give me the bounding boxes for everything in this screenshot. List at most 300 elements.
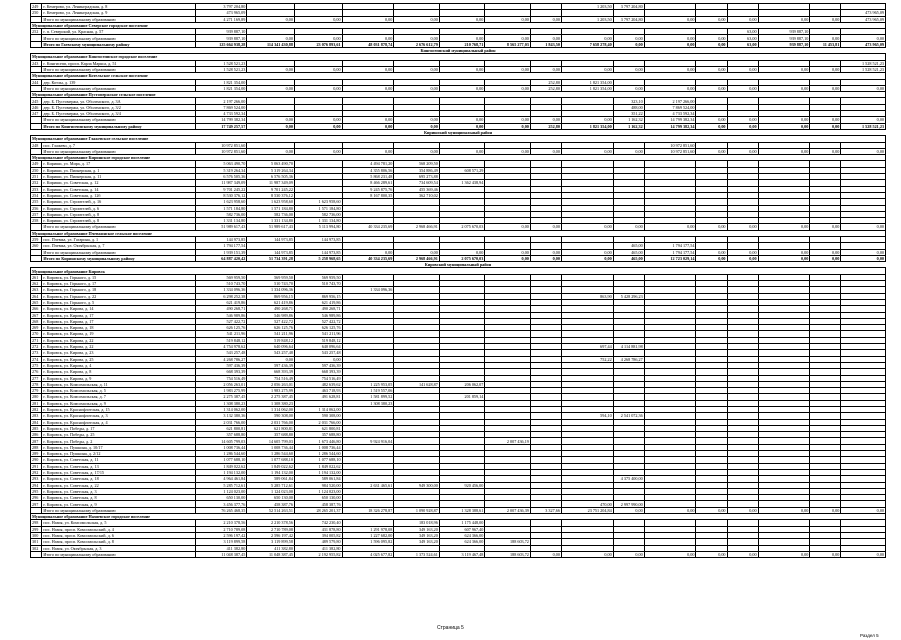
value-cell: 0,00 — [247, 66, 295, 72]
value-cell: 349 163,20 — [394, 526, 440, 532]
address-cell: Итого по муниципальному образованию — [42, 224, 195, 230]
value-cell: 527 422,72 — [195, 318, 247, 324]
value-cell: 0,00 — [613, 66, 644, 72]
row-number-cell: 255 — [31, 199, 42, 205]
row-number-cell: 254 — [31, 192, 42, 198]
value-cell: 1 571 184,80 — [195, 205, 247, 211]
value-cell: 0,00 — [696, 16, 727, 22]
value-cell: 357 688,80 — [294, 432, 342, 438]
value-cell: 2 631 465,61 — [342, 482, 394, 488]
value-cell: 0,00 — [439, 66, 485, 72]
value-cell: 0,00 — [294, 35, 342, 41]
value-cell: 754 516,49 — [247, 375, 295, 381]
address-cell: г. Кировск, ул. Горького, д. 22 — [42, 293, 195, 299]
value-cell: 0,00 — [841, 35, 886, 41]
value-cell: 0,00 — [485, 249, 531, 255]
value-cell: 0,00 — [485, 117, 531, 123]
value-cell: 1 528 521,23 — [195, 66, 247, 72]
address-cell: г. Кировск, ул. Советская, д. 3 — [42, 488, 195, 494]
value-cell: 742 230,40 — [294, 520, 342, 526]
value-cell: 252,80 — [530, 123, 561, 129]
value-cell: 949 300,00 — [394, 482, 440, 488]
value-cell: 0,00 — [342, 123, 394, 129]
value-cell: 18 326 278,87 — [342, 507, 394, 513]
value-cell: 0,00 — [439, 117, 485, 123]
value-cell: 608 571,29 — [439, 167, 485, 173]
value-cell: 2 710 789,08 — [195, 526, 247, 532]
value-cell: 2 275 387,45 — [195, 394, 247, 400]
value-cell: 4 494 781,20 — [342, 161, 394, 167]
value-cell: 0,00 — [294, 123, 342, 129]
address-cell: г. Кировск, ул. Краснофлотская, д. 3 — [42, 413, 195, 419]
value-cell: 0,00 — [342, 35, 394, 41]
value-cell: 0,00 — [485, 16, 531, 22]
row-number-cell: 299 — [31, 526, 42, 532]
value-cell: 1 194 132,00 — [247, 469, 295, 475]
value-cell: 1 227 682,00 — [342, 532, 394, 538]
address-cell: г. Кировск, ул. Советская, д. 13 — [42, 463, 195, 469]
row-number-cell: 290 — [31, 457, 42, 463]
corner-note: Раздел 5 — [860, 633, 879, 638]
value-cell: 51 989 617,43 — [247, 224, 295, 230]
value-cell: 1 162,32 — [613, 117, 644, 123]
row-number-cell: 250 — [31, 167, 42, 173]
value-cell: 1 528 521,23 — [841, 123, 886, 129]
value-cell: 0,00 — [394, 249, 440, 255]
value-cell: 6 576 505,36 — [195, 174, 247, 180]
value-cell: 0,00 — [727, 255, 758, 261]
section-title: Муниципальное образование Пчевжинское сельское поселение — [31, 230, 886, 236]
value-cell: 650 130,00 — [247, 495, 295, 501]
value-cell: 0,00 — [485, 224, 531, 230]
address-cell: пос. Пчевжа, ул. Гагарина, д. 1 — [42, 236, 195, 242]
value-cell: 52 514 263,51 — [247, 507, 295, 513]
value-cell: 2 031 766,00 — [247, 419, 295, 425]
value-cell: 7 869 524,00 — [195, 104, 247, 110]
value-cell: 458 387,76 — [294, 501, 342, 507]
value-cell: 543 257,48 — [247, 350, 295, 356]
value-cell: 0,00 — [294, 117, 342, 123]
value-cell: 17 749 257,57 — [195, 123, 247, 129]
value-cell: 1 362 438,94 — [439, 180, 485, 186]
value-cell: 3 456 377,76 — [195, 501, 247, 507]
value-cell: 0,00 — [810, 507, 841, 513]
value-cell: 4 271 169,89 — [195, 16, 247, 22]
value-cell: 0,00 — [247, 123, 295, 129]
value-cell: 939 887,10 — [195, 29, 247, 35]
address-cell: г. Кировск, ул. Победы, д. 17 — [42, 425, 195, 431]
value-cell: 4 733 592,34 — [195, 111, 247, 117]
address-cell: пос. Пчевжа, ул. Октябрьская, д. 7 — [42, 243, 195, 249]
value-cell: 1 331 134,80 — [195, 218, 247, 224]
value-cell: 51 989 617,43 — [195, 224, 247, 230]
value-cell: 488,00 — [613, 104, 644, 110]
value-cell: 0,00 — [841, 551, 886, 557]
address-cell: г. Кировск, ул. Кирова, д. 18 — [42, 325, 195, 331]
value-cell: 697,44 — [561, 344, 613, 350]
value-cell: 0,00 — [696, 66, 727, 72]
value-cell: 411 382,80 — [247, 545, 295, 551]
value-cell: 1 623 958,60 — [195, 199, 247, 205]
section-title: Муниципальное образование Пустомержское сельское поселение — [31, 92, 886, 98]
document-sheet — [30, 3, 886, 558]
value-cell: 1 331 134,80 — [247, 218, 295, 224]
value-cell: 40 334 235,69 — [342, 255, 394, 261]
value-cell: 1 331 134,80 — [294, 218, 342, 224]
address-cell: дер. Б. Пустомержа, ул. Оболенского, д. 3/2 — [42, 104, 195, 110]
address-cell: г. Кингисепп, просп. Карла Маркса, д. 51 — [42, 60, 195, 66]
value-cell: 0,00 — [810, 16, 841, 22]
value-cell: 2 075 670,03 — [439, 255, 485, 261]
value-cell: 0,00 — [696, 551, 727, 557]
value-cell: 0,00 — [696, 85, 727, 91]
value-cell: 5 258 968,65 — [294, 255, 342, 261]
value-cell: 411 382,80 — [195, 545, 247, 551]
value-cell: 465,00 — [613, 243, 644, 249]
value-cell: 1 308 380,23 — [195, 400, 247, 406]
row-number-cell: 269 — [31, 325, 42, 331]
row-number-cell: 289 — [31, 451, 42, 457]
address-cell: г. Кировск, ул. Кирова, д. 8 — [42, 369, 195, 375]
value-cell: 0,00 — [758, 85, 810, 91]
value-cell: 183 018,96 — [394, 520, 440, 526]
value-cell: 0,00 — [696, 255, 727, 261]
value-cell: 210 768,71 — [439, 41, 485, 47]
value-cell: 349 163,20 — [394, 532, 440, 538]
value-cell: 144 973,85 — [247, 236, 295, 242]
value-cell: 114 341 430,88 — [247, 41, 295, 47]
value-cell: 0,00 — [841, 224, 886, 230]
address-cell: г. Кировск, ул. Кирова, д. 22 — [42, 337, 195, 343]
value-cell: 569 959,50 — [294, 274, 342, 280]
value-cell: 0,00 — [561, 255, 613, 261]
address-cell: г. Кировск, ул. Горького, д. 18 — [42, 287, 195, 293]
value-cell: 5 285 712,61 — [247, 482, 295, 488]
row-number-cell: 296 — [31, 495, 42, 501]
value-cell: 0,00 — [758, 117, 810, 123]
value-cell: 144 973,85 — [294, 249, 342, 255]
value-cell: 0,00 — [530, 148, 561, 154]
value-cell: 0,00 — [727, 16, 758, 22]
value-cell: 0,00 — [485, 255, 531, 261]
value-cell: 3 119 899,58 — [195, 539, 247, 545]
value-cell: 2 275 387,45 — [247, 394, 295, 400]
value-cell: 458 387,76 — [247, 501, 295, 507]
value-cell: 0,00 — [841, 249, 886, 255]
value-cell: 28 265 201,37 — [294, 507, 342, 513]
value-cell: 1 821 354,00 — [195, 85, 247, 91]
value-cell: 2 007 436,39 — [485, 507, 531, 513]
value-cell: 0,00 — [485, 123, 531, 129]
value-cell: 863,90 — [561, 293, 613, 299]
value-cell: 2 676 612,79 — [394, 41, 440, 47]
value-cell: 490 268,71 — [195, 306, 247, 312]
value-cell: 0,00 — [644, 41, 696, 47]
value-cell: 5 063 490,70 — [247, 161, 295, 167]
address-cell: Итого по муниципальному образованию — [42, 507, 195, 513]
row-number-cell: 294 — [31, 482, 42, 488]
value-cell: 470,00 — [561, 501, 613, 507]
value-cell: 0,00 — [727, 551, 758, 557]
row-number-cell: 274 — [31, 356, 42, 362]
value-cell: 1 849 022,62 — [247, 463, 295, 469]
value-cell: 0,00 — [394, 35, 440, 41]
value-cell: 869 956,15 — [247, 293, 295, 299]
value-cell: 0,00 — [758, 255, 810, 261]
row-number-cell: 297 — [31, 501, 42, 507]
value-cell: 0,00 — [727, 249, 758, 255]
value-cell: 527 422,72 — [247, 318, 295, 324]
section-title: Муниципальное образование Котельское сельское поселение — [31, 73, 886, 79]
value-cell: 4 754 978,62 — [195, 344, 247, 350]
row-number-cell: 280 — [31, 394, 42, 400]
table-row — [31, 551, 886, 557]
value-cell: 7 658 278,40 — [561, 41, 613, 47]
value-cell: 1 849 022,62 — [294, 463, 342, 469]
value-cell: 473 965,09 — [841, 10, 886, 16]
value-cell: 754 516,49 — [294, 375, 342, 381]
value-cell: 0,00 — [696, 249, 727, 255]
row-number-cell: 256 — [31, 205, 42, 211]
value-cell: 0,00 — [485, 35, 531, 41]
address-cell: г. Кировск, ул. Кирова, д. 25 — [42, 356, 195, 362]
value-cell: 1 314 062,00 — [195, 407, 247, 413]
value-cell: 9 924 916,04 — [342, 438, 394, 444]
value-cell: 188 603,72 — [485, 539, 531, 545]
value-cell: 1 334 096,36 — [342, 287, 394, 293]
row-number-cell: 268 — [31, 318, 42, 324]
value-cell: 4 025 677,82 — [342, 551, 394, 557]
address-cell: пос. Глажево, д. 7 — [42, 142, 195, 148]
value-cell: 2 710 789,08 — [247, 526, 295, 532]
value-cell: 0,00 — [530, 249, 561, 255]
value-cell: 349 163,20 — [394, 539, 440, 545]
row-number-cell: 257 — [31, 211, 42, 217]
value-cell: 0,00 — [613, 35, 644, 41]
value-cell: 0,00 — [247, 85, 295, 91]
value-cell: 0,00 — [247, 35, 295, 41]
value-cell: 594,10 — [561, 413, 613, 419]
value-cell: 0,00 — [613, 551, 644, 557]
row-number-cell: 293 — [31, 476, 42, 482]
value-cell: 1 528 521,23 — [841, 66, 886, 72]
value-cell: 0,00 — [561, 148, 613, 154]
value-cell: 5 285 712,61 — [195, 482, 247, 488]
address-cell: пос. Назия, просп. Комсомольский, д. 4 — [42, 526, 195, 532]
value-cell: 23 076 893,61 — [294, 41, 342, 47]
region-title: Кировский муниципальный район — [31, 262, 886, 268]
value-cell: 0,00 — [644, 16, 696, 22]
value-cell: 0,00 — [530, 117, 561, 123]
address-cell: г. Кириши, ул. Строителей, д. 8 — [42, 218, 195, 224]
value-cell: 0,00 — [530, 224, 561, 230]
row-number-cell: 246 — [31, 104, 42, 110]
value-cell: 0,00 — [758, 123, 810, 129]
value-cell: 0,00 — [841, 117, 886, 123]
value-cell: 1 286 544,60 — [195, 451, 247, 457]
address-cell: г. Кириши, ул. Советская, д. 12б — [42, 192, 195, 198]
value-cell: 0,00 — [342, 66, 394, 72]
value-cell: 624 366,00 — [439, 532, 485, 538]
value-cell: 589 061,84 — [294, 476, 342, 482]
value-cell: 0,00 — [530, 35, 561, 41]
value-cell: 0,00 — [485, 148, 531, 154]
value-cell: 0,00 — [644, 85, 696, 91]
address-cell: Итого по муниципальному образованию — [42, 117, 195, 123]
value-cell: 1 291 978,08 — [342, 526, 394, 532]
value-cell: 0,00 — [696, 148, 727, 154]
value-cell: 201 859,14 — [439, 394, 485, 400]
value-cell: 1 571 184,80 — [247, 205, 295, 211]
value-cell: 2 596 197,42 — [247, 532, 295, 538]
address-cell: г. Кировск, ул. Победы, д. 25 — [42, 432, 195, 438]
address-cell: г. Кировск, ул. Кирова, д. 14 — [42, 306, 195, 312]
value-cell: 2 056 263,01 — [195, 381, 247, 387]
value-cell: 206 062,07 — [439, 381, 485, 387]
value-cell: 0,00 — [841, 507, 886, 513]
value-cell: 1 203,50 — [561, 4, 613, 10]
value-cell: 1 673 446,80 — [294, 438, 342, 444]
value-cell: 0,00 — [810, 123, 841, 129]
row-number-cell: 281 — [31, 400, 42, 406]
value-cell: 144 973,85 — [294, 236, 342, 242]
value-cell: 1 077 688,10 — [247, 457, 295, 463]
value-cell: 0,00 — [561, 117, 613, 123]
address-cell: г. Кировск, ул. Советская, д. 9 — [42, 501, 195, 507]
value-cell: 1 194 132,00 — [294, 469, 342, 475]
row-number-cell: 272 — [31, 344, 42, 350]
value-cell: 1 286 544,60 — [247, 451, 295, 457]
value-cell: 0,00 — [439, 16, 485, 22]
section-title: Муниципальное образование Северское городское поселение — [31, 22, 886, 28]
value-cell: 9 245 875,76 — [342, 186, 394, 192]
value-cell: 14 799 382,34 — [195, 117, 247, 123]
address-cell: г. Кировск, ул. Советская, д. 18 — [42, 476, 195, 482]
value-cell: 1 623 958,60 — [294, 199, 342, 205]
value-cell: 1 124 023,00 — [195, 488, 247, 494]
address-cell: г. п. Северский, ул. Красная, д. 57 — [42, 29, 195, 35]
value-cell: 0,00 — [439, 123, 485, 129]
value-cell: 0,00 — [810, 249, 841, 255]
value-cell: 63,00 — [727, 29, 758, 35]
value-cell: 63,00 — [727, 41, 758, 47]
value-cell: 473 965,09 — [195, 10, 247, 16]
row-number-cell: 247 — [31, 111, 42, 117]
value-cell: 1 528 521,23 — [195, 60, 247, 66]
value-cell: 752,22 — [561, 356, 613, 362]
address-cell: г. Кириши, ул. Строителей, д. 16 — [42, 199, 195, 205]
value-cell: 1 194 132,00 — [195, 469, 247, 475]
row-number-cell: 286 — [31, 432, 42, 438]
row-number-cell: 292 — [31, 469, 42, 475]
address-cell: г. Кировск, ул. Кирова, д. 19 — [42, 331, 195, 337]
value-cell: 0,00 — [342, 117, 394, 123]
value-cell: 541 211,96 — [247, 331, 295, 337]
value-cell: 4 114 881,98 — [613, 344, 644, 350]
value-cell: 8 167 800,35 — [342, 192, 394, 198]
row-number-cell: 244 — [31, 79, 42, 85]
value-cell: 1 571 184,80 — [294, 205, 342, 211]
address-cell: пос. Назия, ул. Октябрьская, д. 3 — [42, 545, 195, 551]
value-cell: 0,00 — [810, 117, 841, 123]
value-cell: 394 005,82 — [294, 532, 342, 538]
value-cell: 1 090 928,87 — [394, 507, 440, 513]
value-cell: 0,00 — [294, 85, 342, 91]
address-cell: пос. Назия, просп. Комсомольский, д. 6 — [42, 532, 195, 538]
value-cell: 2 210 378,56 — [195, 520, 247, 526]
value-cell: 597 436,39 — [294, 362, 342, 368]
value-cell: 1 983 275,99 — [247, 388, 295, 394]
value-cell: 0,00 — [342, 16, 394, 22]
address-cell: г. Кировск, ул. Кирова, д. 9 — [42, 375, 195, 381]
value-cell: 650 130,00 — [294, 495, 342, 501]
value-cell: 0,00 — [644, 507, 696, 513]
value-cell: 1 314 062,00 — [247, 407, 295, 413]
value-cell: 754 516,49 — [195, 375, 247, 381]
value-cell: 0,00 — [613, 507, 644, 513]
value-cell: 519 848,12 — [294, 337, 342, 343]
address-cell: г. Кировск, ул. Победы, д. 2 — [42, 438, 195, 444]
value-cell: 0,00 — [530, 255, 561, 261]
address-cell: г. Кировск, ул. Советская, д. 8 — [42, 495, 195, 501]
value-cell: 3 132 380,36 — [195, 413, 247, 419]
value-cell: 939 887,10 — [758, 29, 810, 35]
value-cell: 597 436,39 — [195, 362, 247, 368]
value-cell: 568 209,50 — [394, 161, 440, 167]
value-cell: 0,00 — [810, 148, 841, 154]
value-cell: 2 541 072,36 — [613, 413, 644, 419]
value-cell: 0,00 — [758, 66, 810, 72]
value-cell: 1 821 354,00 — [561, 123, 613, 129]
value-cell: 734 609,54 — [394, 180, 440, 186]
value-cell: 7 869 524,00 — [644, 104, 696, 110]
value-cell: 2 210 378,56 — [247, 520, 295, 526]
value-cell: 125 664 938,28 — [195, 41, 247, 47]
address-cell: г. Кировск, ул. Краснофлотская, д. 4 — [42, 419, 195, 425]
value-cell: 1 373 524,61 — [394, 551, 440, 557]
value-cell: 1 794 177,54 — [644, 243, 696, 249]
value-cell: 4 268 786,27 — [195, 356, 247, 362]
value-cell: 640 096,64 — [294, 344, 342, 350]
value-cell: 8 466 289,61 — [342, 180, 394, 186]
row-number-cell: 259 — [31, 236, 42, 242]
address-cell: г. Кировск, ул. Советская, д. 11 — [42, 457, 195, 463]
value-cell: 473 965,09 — [841, 41, 886, 47]
value-cell: 1 328 388,61 — [439, 507, 485, 513]
value-cell: 0,00 — [758, 148, 810, 154]
section-title: Муниципальное образование Кировск — [31, 268, 886, 274]
value-cell: 5 319 264,34 — [247, 167, 295, 173]
value-cell: 2 968 466,91 — [394, 255, 440, 261]
address-cell: г. Кировск, ул. Кирова, д. 17 — [42, 318, 195, 324]
value-cell: 0,00 — [758, 16, 810, 22]
value-cell: 0,00 — [439, 35, 485, 41]
value-cell: 0,00 — [294, 16, 342, 22]
address-cell: г. Кировск, ул. Пушкина, д. 2/12 — [42, 451, 195, 457]
value-cell: 668 393,39 — [247, 369, 295, 375]
value-cell: 490 268,71 — [294, 306, 342, 312]
value-cell: 0,00 — [394, 85, 440, 91]
value-cell: 541 211,96 — [195, 331, 247, 337]
value-cell: 0,00 — [342, 148, 394, 154]
value-cell: 624 366,00 — [439, 539, 485, 545]
row-number-cell: 249 — [31, 161, 42, 167]
address-cell: г. Кировск, ул. Краснофлотская, д. 15 — [42, 407, 195, 413]
address-cell: Итого по муниципальному образованию — [42, 551, 195, 557]
value-cell: 465,00 — [613, 255, 644, 261]
value-cell: 1 162,32 — [613, 123, 644, 129]
value-cell: 0,00 — [644, 224, 696, 230]
